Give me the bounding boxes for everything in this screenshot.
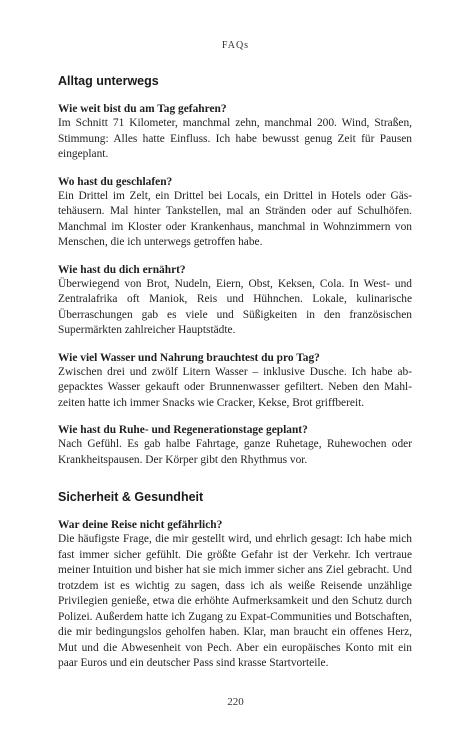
question: Wo hast du geschlafen? [58, 175, 173, 188]
answer: Die häufigste Frage, die mir gestellt wird, und ehrlich gesagt: Ich habe mich fast immer sicher gefühlt. Die größte Gefahr ist der Verkehr. Ich vertraue meiner Intuition und bisher hat sie mich immer sicher ans Ziel gebracht. Und trotzdem ist es wichtig zu sagen, dass ich als weiße Reisende unzählige Privilegien genieße, etwa die erhöhte Aufmerksamkeit und den Schutz durch Polizei. Außerdem hatte ich Zugang zu Expat-Communities und Botschaften, die mir bedingungslos geholfen haben. Klar, man braucht ein offenes Herz, Mut und die Abwesenheit von Pech. Aber ein europäisches Konto mit ein paar Euros und ein deutscher Pass sind krasse Startvorteile. [58, 533, 412, 669]
section-heading-sicherheit: Sicherheit & Gesundheit [58, 490, 204, 504]
section-heading-alltag: Alltag unterwegs [58, 74, 159, 88]
question: Wie hast du dich ernährt? [58, 263, 186, 276]
question: Wie weit bist du am Tag gefahren? [58, 103, 227, 115]
qa-item [58, 351, 412, 412]
question: War deine Reise nicht gefährlich? [58, 519, 223, 531]
qa-item [58, 263, 412, 339]
question: Wie viel Wasser und Nahrung brauchtest du pro Tag? [58, 351, 320, 364]
answer: Ein Drittel im Zelt, ein Drittel bei Locals, ein Drittel in Hotels oder Gästehäusern. Mal hinter Tankstellen, mal an Stränden oder auf Schulhöfen. Manchmal im Kloster oder Krankenhaus, manchmal in Wohnzimmern von Menschen, die ich unterwegs getroffen habe. [58, 189, 412, 248]
qa-item [58, 175, 412, 251]
running-head: FAQs [221, 40, 250, 51]
qa-item [58, 423, 412, 468]
page-content [58, 74, 412, 684]
answer: Überwiegend von Brot, Nudeln, Eiern, Obst, Keksen, Cola. In West- und Zentralafrika oft Maniok, Reis und Hühnchen. Lokale, kulinarische Überraschungen gab es viele und Süßigkeiten in den französischen Supermärkten zahlreicher Hauptstädte. [58, 277, 412, 336]
question: Wie hast du Ruhe- und Regenerationstage geplant? [58, 424, 308, 436]
qa-item [58, 102, 412, 163]
answer: Nach Gefühl. Es gab halbe Fahrtage, ganze Ruhetage, Ruhewochen oder Krankheitspausen. Der Körper gibt den Rhythmus vor. [58, 438, 412, 466]
qa-item [58, 518, 412, 672]
answer: Im Schnitt 71 Kilometer, manchmal zehn, manchmal 200. Wind, Straßen, Stimmung: Alles hatte Einfluss. Ich habe bewusst genug Zeit für Pausen eingeplant. [58, 117, 412, 160]
page-number: 220 [227, 696, 244, 708]
answer: Zwischen drei und zwölf Litern Wasser – inklusive Dusche. Ich habe abgepacktes Wasser gekauft oder Brunnenwasser gefiltert. Neben den Mahlzeiten hatte ich immer Snacks wie Cracker, Kekse, Brot griffbereit. [58, 365, 412, 409]
